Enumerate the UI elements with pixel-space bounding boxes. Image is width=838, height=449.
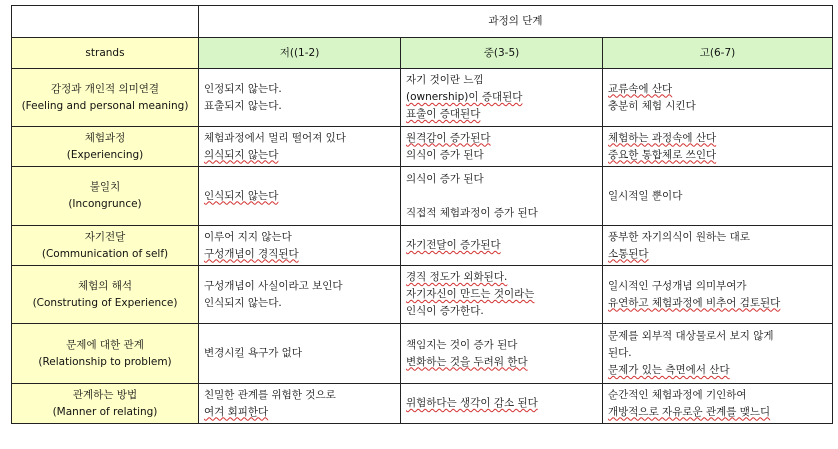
stage-table [11, 5, 833, 424]
high-cell [603, 127, 833, 167]
low-cell [199, 384, 401, 424]
cell-line: 유연하고 체험과정에 비추어 검토된다 [608, 296, 781, 309]
strand-cell [12, 226, 199, 266]
cell-line: 자기자신이 만드는 것이라는 [406, 288, 535, 300]
strand-name-ko: 문제에 대한 관계 [66, 338, 144, 351]
cell-line: 교류속에 산다 [608, 82, 673, 95]
cell-line: 중요한 통합체로 쓰인다 [608, 148, 717, 161]
table-row [12, 226, 833, 266]
cell-line: 구성개념이 경직된다 [204, 247, 299, 260]
mid-cell [401, 69, 603, 127]
strand-name-ko: 체험과정 [84, 131, 126, 144]
cell-line: 의식이 증가 된다 [406, 148, 484, 161]
stage-mid-header: 중(3-5) [401, 38, 603, 69]
table-row [12, 324, 833, 384]
cell-line: 인정되지 않는다. [204, 82, 282, 95]
cell-line: 순간적인 체험과정에 기인하여 [608, 388, 747, 401]
strand-cell [12, 69, 199, 127]
cell-line: 인식이 증가한다. [406, 305, 484, 317]
table-row [12, 384, 833, 424]
cell-line: 자기전달이 증가된다 [406, 239, 501, 251]
strand-name-en: (Feeling and personal meaning) [21, 99, 189, 112]
strand-cell [12, 324, 199, 384]
cell-line: 된다. [608, 347, 632, 359]
cell-line: 직접적 체험과정이 증가 된다 [406, 206, 538, 219]
cell-line: 변화하는 것을 두려워 한다 [406, 355, 528, 368]
cell-line: 구성개념이 사실이라고 보인다 [204, 279, 343, 292]
high-cell [603, 69, 833, 127]
low-cell [199, 324, 401, 384]
cell-line: 친밀한 관계를 위험한 것으로 [204, 388, 336, 401]
mid-cell [401, 226, 603, 266]
cell-line: 개방적으로 자유로운 관계를 맺느디 [608, 405, 771, 418]
mid-cell [401, 266, 603, 324]
table-row [12, 127, 833, 167]
strand-name-en: (Incongrunce) [68, 198, 142, 210]
high-cell [603, 266, 833, 324]
cell-line: 체험하는 과정속에 산다 [608, 131, 717, 144]
cell-line: 인식되지 않는다. [204, 296, 282, 309]
corner-cell [12, 6, 199, 38]
strand-name-en: (Construting of Experience) [32, 296, 178, 309]
strand-name-en: (Relationship to problem) [38, 355, 172, 368]
cell-line: 원격감이 증가된다 [406, 131, 491, 144]
low-cell [199, 69, 401, 127]
low-cell [199, 167, 401, 226]
mid-cell [401, 324, 603, 384]
strand-cell [12, 127, 199, 167]
cell-line: 일시적일 뿐이다 [608, 189, 683, 202]
strand-name-ko: 감정과 개인적 의미연결 [50, 82, 160, 95]
cell-line: 문제가 있는 측면에서 산다 [608, 364, 730, 376]
cell-line: 소통된다 [608, 247, 649, 260]
cell-line: (ownership)이 증대된다 [406, 91, 523, 103]
strand-name-ko: 불일치 [89, 181, 121, 193]
stage-high-header: 고(6-7) [603, 38, 833, 69]
cell-line: 책임지는 것이 증가 된다 [406, 338, 518, 351]
strand-name-ko: 체험의 해석 [77, 279, 133, 292]
strand-cell [12, 167, 199, 226]
stage-header: 과정의 단계 [199, 6, 833, 38]
cell-line: 충분히 체험 시킨다 [608, 99, 696, 112]
table-row [12, 167, 833, 226]
cell-line: 일시적인 구성개념 의미부여가 [608, 279, 747, 292]
strand-name-en: (Experiencing) [66, 148, 144, 161]
high-cell [603, 384, 833, 424]
low-cell [199, 266, 401, 324]
mid-cell [401, 127, 603, 167]
stage-low-header: 저((1-2) [199, 38, 401, 69]
strand-name-ko: 관계하는 방법 [72, 388, 138, 401]
cell-line: 변경시킬 욕구가 없다 [204, 347, 302, 359]
cell-line: 이루어 지지 않는다 [204, 230, 292, 243]
strand-cell [12, 266, 199, 324]
strand-name-en: (Communication of self) [41, 247, 169, 260]
strand-name-ko: 자기전달 [84, 230, 126, 243]
strand-name-en: (Manner of relating) [52, 405, 158, 418]
cell-line: 의식되지 않는다 [204, 148, 279, 161]
high-cell [603, 324, 833, 384]
mid-cell [401, 384, 603, 424]
cell-line: 문제를 외부적 대상물로서 보지 않게 [608, 330, 774, 342]
cell-line: 경직 정도가 외화된다. [406, 271, 508, 283]
cell-line: 표출이 증대된다 [406, 108, 481, 120]
cell-line: 위험하다는 생각이 감소 된다 [406, 397, 538, 409]
strands-header: strands [12, 38, 199, 69]
cell-line: 인식되지 않는다 [204, 189, 279, 202]
cell-line: 체험과정에서 멀리 떨어져 있다 [204, 131, 346, 144]
low-cell [199, 127, 401, 167]
table-row [12, 266, 833, 324]
cell-line: 풍부한 자기의식이 원하는 대로 [608, 230, 750, 243]
cell-line: 표출되지 않는다. [204, 99, 282, 112]
high-cell [603, 167, 833, 226]
table-row [12, 69, 833, 127]
cell-line: 여겨 회피한다 [204, 405, 269, 418]
strand-cell [12, 384, 199, 424]
mid-cell [401, 167, 603, 226]
cell-line: 자기 것이란 느낌 [406, 74, 484, 86]
high-cell [603, 226, 833, 266]
low-cell [199, 226, 401, 266]
cell-line: 의식이 증가 된다 [406, 172, 484, 185]
